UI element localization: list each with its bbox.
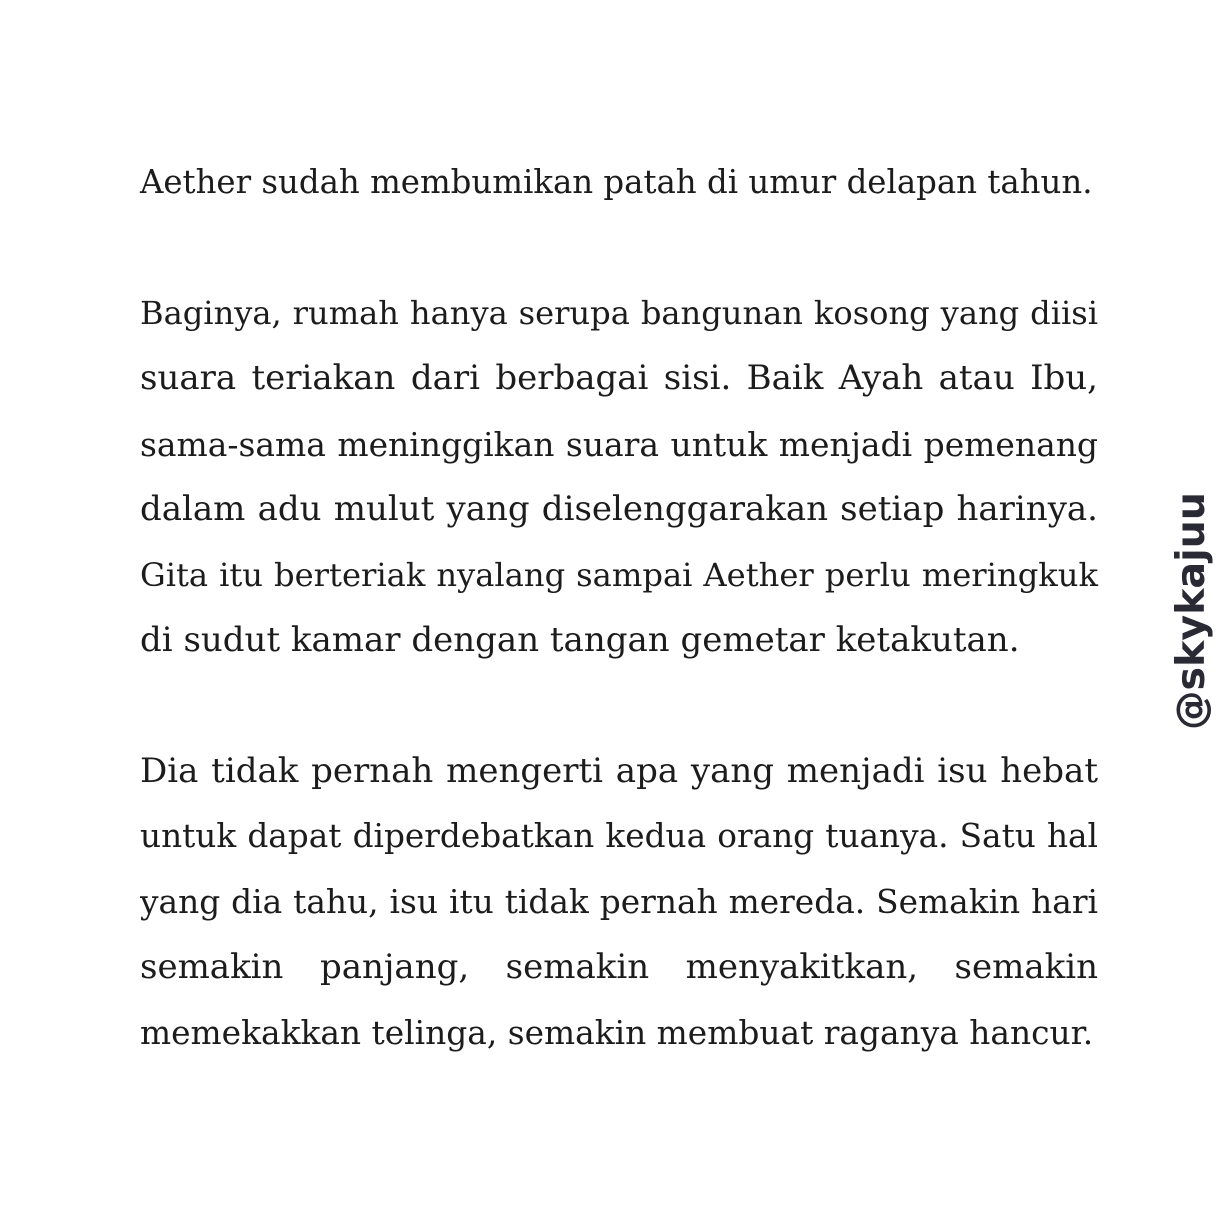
watermark-text: @skykajuu (1168, 492, 1214, 730)
text-line: semakin panjang, semakin menyakitkan, semakin (140, 947, 1098, 987)
text-line: Gita itu berteriak nyalang sampai Aether perlu meringkuk (140, 555, 1098, 594)
text-line: sama-sama meninggikan suara untuk menjadi pemenang (140, 424, 1098, 464)
text-line: untuk dapat diperdebatkan kedua orang tuanya. Satu hal (140, 817, 1098, 855)
watermark (1142, 490, 1227, 740)
text-line: di sudut kamar dengan tangan gemetar ketakutan. (140, 620, 1020, 660)
paragraph-1 (140, 150, 1098, 216)
paragraph-2 (140, 281, 1098, 674)
text-line: dalam adu mulut yang diselenggarakan setiap harinya. (140, 489, 1098, 529)
text-line: Aether sudah membumikan patah di umur delapan tahun. (140, 163, 1093, 201)
text-line: Baginya, rumah hanya serupa bangunan kosong yang diisi (140, 293, 1098, 332)
story-page (140, 150, 1098, 1066)
text-line: yang dia tahu, isu itu tidak pernah mereda. Semakin hari (140, 882, 1098, 921)
text-line: memekakkan telinga, semakin membuat raganya hancur. (140, 1013, 1094, 1052)
paragraph-3 (140, 739, 1098, 1067)
text-line: suara teriakan dari berbagai sisi. Baik Ayah atau Ibu, (140, 358, 1098, 398)
text-line: Dia tidak pernah mengerti apa yang menjadi isu hebat (140, 750, 1098, 791)
